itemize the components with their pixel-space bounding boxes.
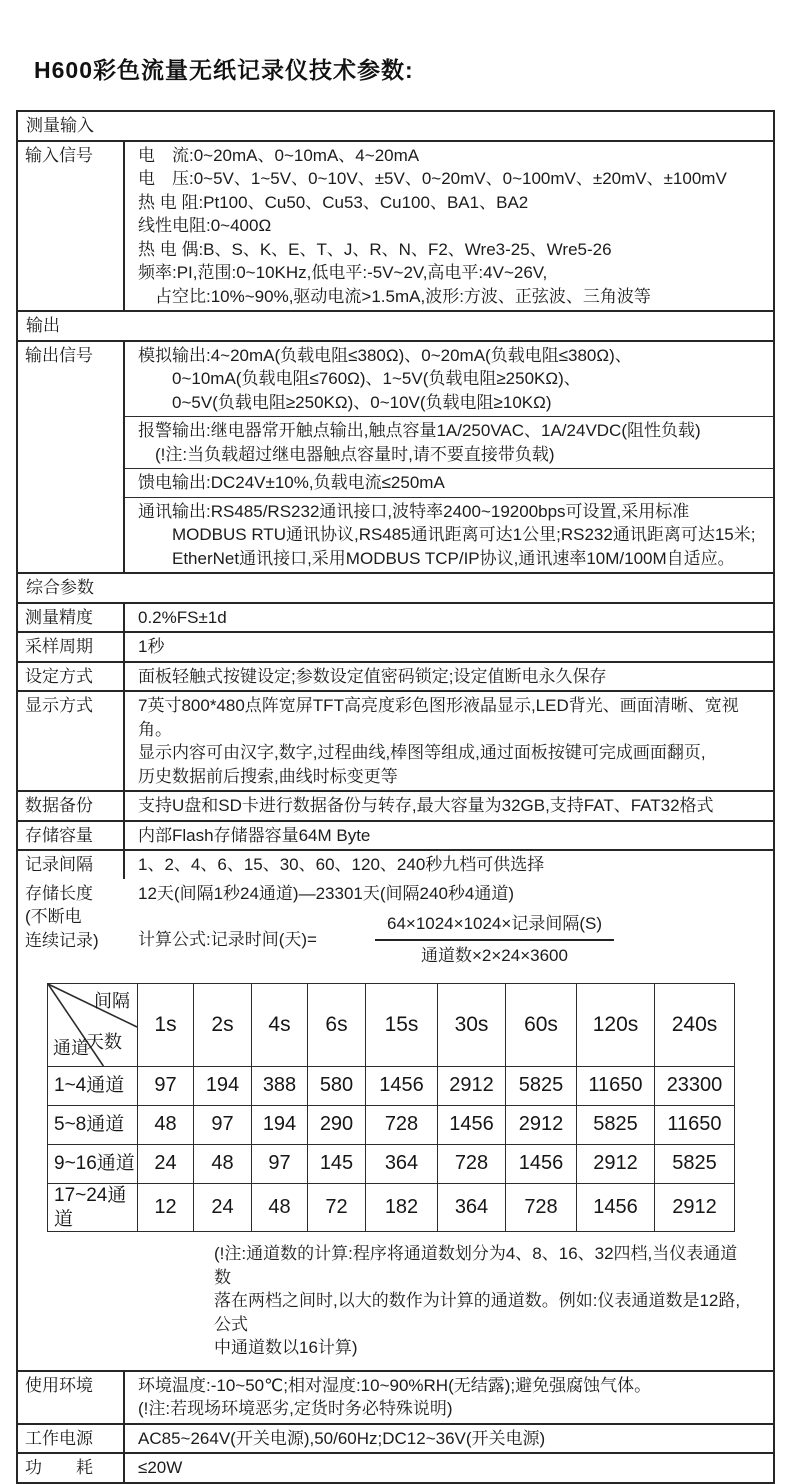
row-value-sampling: 1秒 (138, 637, 165, 656)
matrix-cell: 23300 (655, 1067, 735, 1106)
storage-range-line: 12天(间隔1秒24通道)—23301天(间隔240秒4通道) (138, 883, 515, 903)
matrix-cell: 182 (366, 1184, 438, 1232)
formula-numerator: 64×1024×1024×记录间隔(S) (375, 912, 614, 941)
matrix-cell: 24 (138, 1145, 194, 1184)
row-value-power: AC85~264V(开关电源),50/60Hz;DC12~36V(开关电源) (138, 1428, 546, 1448)
document-page (0, 52, 790, 1477)
matrix-cell: 1456 (438, 1106, 506, 1145)
spec-line: 电 流:0~20mA、0~10mA、4~20mA (138, 145, 420, 165)
section-header-general: 综合参数 (18, 572, 773, 602)
matrix-cell: 1456 (366, 1067, 438, 1106)
row-value-output-signal (125, 342, 773, 573)
matrix-col-header: 6s (308, 984, 366, 1067)
row-sampling (18, 631, 773, 661)
matrix-cell: 97 (138, 1067, 194, 1106)
row-output-signal (18, 340, 773, 573)
matrix-corner-cell (48, 984, 138, 1067)
spec-line: 热 电 偶:B、S、K、E、T、J、R、N、F2、Wre3-25、Wre5-26 (138, 239, 612, 259)
row-label-accuracy: 测量精度 (18, 604, 125, 632)
corner-label-channel: 通道 (53, 1037, 89, 1058)
subrow-feed-output (125, 468, 773, 497)
row-label-environment: 使用环境 (18, 1372, 125, 1423)
matrix-cell: 5825 (655, 1145, 735, 1184)
row-value-display (125, 692, 773, 790)
row-consumption (18, 1452, 773, 1482)
matrix-cell: 11650 (577, 1067, 655, 1106)
matrix-data-row (48, 1106, 735, 1145)
note-line: 落在两档之间时,以大的数作为计算的通道数。例如:仪表通道数是12路,公式 (214, 1291, 741, 1334)
row-label-consumption: 功 耗 (18, 1454, 125, 1482)
subrow-alarm-output (125, 416, 773, 468)
matrix-cell: 728 (366, 1106, 438, 1145)
matrix-col-header: 120s (577, 984, 655, 1067)
subrow-analog-output (125, 342, 773, 417)
matrix-cell: 1456 (577, 1184, 655, 1232)
spec-line: 电 压:0~5V、1~5V、0~10V、±5V、0~20mV、0~100mV、±20mV、±100mV (138, 169, 727, 188)
row-label-backup: 数据备份 (18, 792, 125, 820)
matrix-col-header: 2s (194, 984, 252, 1067)
matrix-cell: 1456 (506, 1145, 577, 1184)
spec-line: 报警输出:继电器常开触点输出,触点容量1A/250VAC、1A/24VDC(阻性负载) (138, 421, 701, 440)
spec-line: (!注:当负载超过继电器触点容量时,请不要直接带负载) (138, 444, 555, 464)
row-label-sampling: 采样周期 (18, 633, 125, 661)
row-value-setting: 面板轻触式按键设定;参数设定值密码锁定;设定值断电永久保存 (138, 666, 607, 686)
matrix-cell: 728 (506, 1184, 577, 1232)
row-label-interval: 记录间隔 (18, 851, 125, 879)
row-value-input-signal (125, 142, 773, 311)
matrix-row-label: 17~24通道 (48, 1184, 138, 1232)
row-value-capacity: 内部Flash存储器容量64M Byte (138, 825, 371, 845)
storage-formula (138, 912, 763, 967)
row-label-output-signal: 输出信号 (18, 342, 125, 573)
row-backup (18, 790, 773, 820)
row-label-setting: 设定方式 (18, 663, 125, 691)
matrix-cell: 364 (438, 1184, 506, 1232)
note-line: 中通道数以16计算) (214, 1338, 358, 1357)
matrix-col-header: 240s (655, 984, 735, 1067)
subrow-comm-output (125, 497, 773, 573)
storage-days-table (47, 983, 735, 1232)
matrix-cell: 194 (194, 1067, 252, 1106)
spec-line: 频率:PI,范围:0~10KHz,低电平:-5V~2V,高电平:4V~26V, (138, 263, 548, 282)
matrix-col-header: 30s (438, 984, 506, 1067)
formula-fraction (375, 912, 614, 967)
row-display (18, 690, 773, 790)
row-input-signal (18, 140, 773, 311)
spec-line: 模拟输出:4~20mA(负载电阻≤380Ω)、0~20mA(负载电阻≤380Ω)、 (138, 345, 632, 365)
matrix-cell: 48 (252, 1184, 308, 1232)
page-title: H600彩色流量无纸记录仪技术参数: (34, 57, 414, 83)
matrix-cell: 48 (194, 1145, 252, 1184)
matrix-cell: 388 (252, 1067, 308, 1106)
matrix-cell: 728 (438, 1145, 506, 1184)
storage-label-line: 存储长度 (25, 883, 93, 903)
matrix-data-row (48, 1184, 735, 1232)
matrix-cell: 11650 (655, 1106, 735, 1145)
formula-prefix: 计算公式:记录时间(天)= (138, 929, 317, 949)
section-header-measure-input: 测量输入 (26, 116, 94, 135)
spec-line: 通讯输出:RS485/RS232通讯接口,波特率2400~19200bps可设置,采用标准 (138, 501, 690, 521)
matrix-row-label: 5~8通道 (48, 1106, 138, 1145)
row-value-interval: 1、2、4、6、15、30、60、120、240秒九档可供选择 (138, 855, 545, 874)
spec-line: 环境温度:-10~50℃;相对湿度:10~90%RH(无结露);避免强腐蚀气体。 (138, 1375, 652, 1395)
matrix-cell: 364 (366, 1145, 438, 1184)
storage-content (129, 882, 763, 968)
spec-line: 0~10mA(负载电阻≤760Ω)、1~5V(负载电阻≥250KΩ)、 (138, 369, 581, 388)
row-value-backup: 支持U盘和SD卡进行数据备份与转存,最大容量为32GB,支持FAT、FAT32格式 (138, 796, 714, 815)
row-value-accuracy: 0.2%FS±1d (138, 607, 227, 627)
spec-line: 热 电 阻:Pt100、Cu50、Cu53、Cu100、BA1、BA2 (138, 192, 529, 212)
matrix-row-label: 1~4通道 (48, 1067, 138, 1106)
spec-line: EtherNet通讯接口,采用MODBUS TCP/IP协议,通讯速率10M/100M自适应。 (138, 548, 735, 568)
matrix-cell: 580 (308, 1067, 366, 1106)
matrix-cell: 24 (194, 1184, 252, 1232)
spec-line: 历史数据前后搜索,曲线时标变更等 (138, 766, 398, 786)
row-label-display: 显示方式 (18, 692, 125, 790)
row-label-power: 工作电源 (18, 1425, 125, 1453)
row-capacity (18, 820, 773, 850)
spec-line: (!注:若现场环境恶劣,定货时务必特殊说明) (138, 1399, 453, 1418)
storage-label (18, 882, 129, 968)
row-label-input-signal: 输入信号 (18, 142, 125, 311)
matrix-cell: 2912 (506, 1106, 577, 1145)
spec-line: 显示内容可由汉字,数字,过程曲线,棒图等组成,通过面板按键可完成画面翻页, (138, 743, 706, 762)
matrix-row-label: 9~16通道 (48, 1145, 138, 1184)
row-environment (18, 1370, 773, 1423)
spec-line: 0~5V(负载电阻≥250KΩ)、0~10V(负载电阻≥10KΩ) (138, 392, 552, 412)
row-power (18, 1423, 773, 1453)
spec-line: 线性电阻:0~400Ω (138, 216, 272, 235)
matrix-cell: 290 (308, 1106, 366, 1145)
matrix-cell: 194 (252, 1106, 308, 1145)
row-value-environment (125, 1372, 773, 1423)
note-line: (!注:通道数的计算:程序将通道数划分为4、8、16、32四档,当仪表通道数 (214, 1244, 738, 1287)
section-header-output: 输出 (18, 310, 773, 340)
storage-top (18, 882, 763, 968)
spec-line: 馈电输出:DC24V±10%,负载电流≤250mA (138, 473, 445, 492)
storage-label-line: 连续记录) (25, 930, 99, 950)
matrix-cell: 72 (308, 1184, 366, 1232)
row-interval (18, 849, 773, 879)
matrix-col-header: 4s (252, 984, 308, 1067)
row-accuracy (18, 602, 773, 632)
matrix-col-header: 15s (366, 984, 438, 1067)
storage-note (214, 1242, 753, 1360)
spec-line: 7英寸800*480点阵宽屏TFT高亮度彩色图形液晶显示,LED背光、画面清晰、宽视角。 (138, 696, 739, 739)
matrix-col-header: 1s (138, 984, 194, 1067)
matrix-cell: 97 (194, 1106, 252, 1145)
matrix-cell: 145 (308, 1145, 366, 1184)
matrix-cell: 48 (138, 1106, 194, 1145)
spec-line: MODBUS RTU通讯协议,RS485通讯距离可达1公里;RS232通讯距离可达15米; (138, 525, 756, 544)
matrix-cell: 12 (138, 1184, 194, 1232)
row-setting (18, 661, 773, 691)
matrix-cell: 2912 (577, 1145, 655, 1184)
storage-label-line: (不断电 (25, 907, 82, 926)
row-value-consumption: ≤20W (138, 1458, 183, 1477)
matrix-data-row (48, 1145, 735, 1184)
matrix-cell: 5825 (577, 1106, 655, 1145)
matrix-data-row (48, 1067, 735, 1106)
matrix-cell: 97 (252, 1145, 308, 1184)
row-label-capacity: 存储容量 (18, 822, 125, 850)
matrix-col-header: 60s (506, 984, 577, 1067)
matrix-cell: 2912 (655, 1184, 735, 1232)
matrix-header-row (48, 984, 735, 1067)
spec-line: 占空比:10%~90%,驱动电流>1.5mA,波形:方波、正弦波、三角波等 (138, 286, 651, 306)
corner-label-days: 天数 (86, 1032, 122, 1052)
row-storage-length (18, 879, 773, 1370)
formula-denominator: 通道数×2×24×3600 (421, 945, 568, 965)
corner-label-interval: 间隔 (94, 991, 130, 1011)
matrix-cell: 5825 (506, 1067, 577, 1106)
spec-table (16, 110, 775, 1484)
matrix-cell: 2912 (438, 1067, 506, 1106)
